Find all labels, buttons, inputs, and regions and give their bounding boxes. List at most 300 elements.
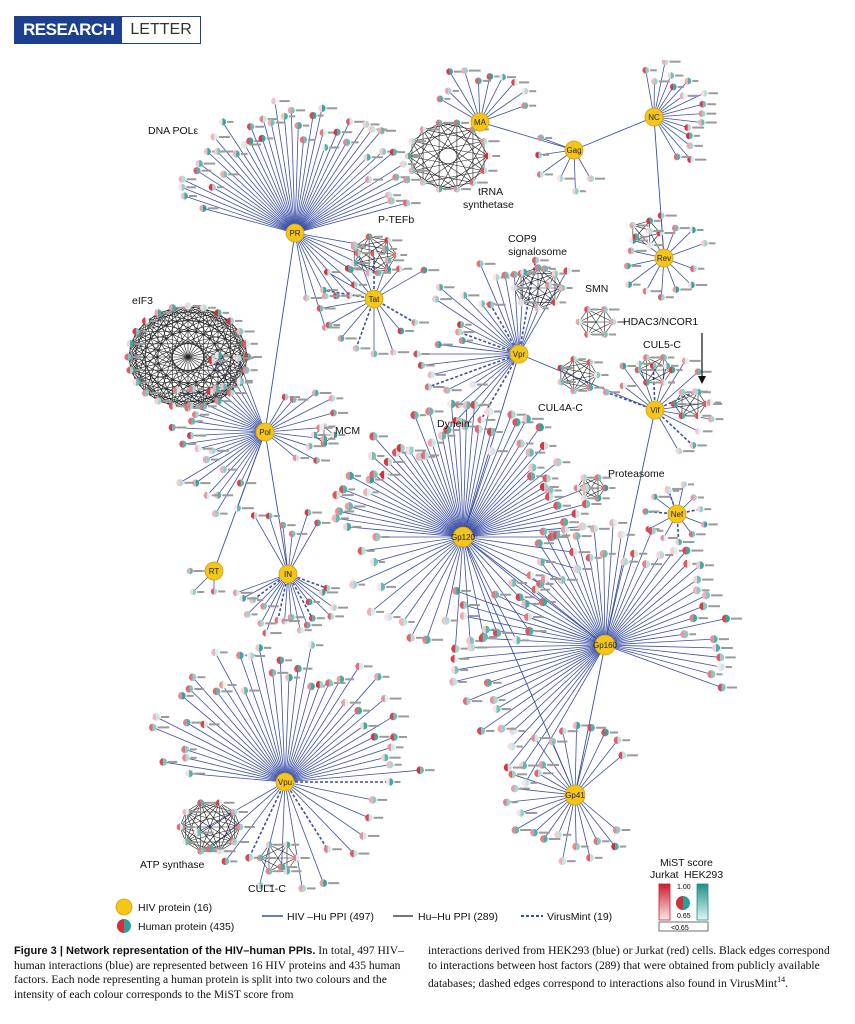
hiv-node-label: Pol — [259, 428, 271, 437]
jurkat-half — [334, 129, 338, 136]
gene-label-mark — [324, 308, 335, 310]
hek293-half — [674, 547, 678, 555]
gene-label-mark — [681, 156, 691, 158]
caption-reference: 14 — [777, 975, 786, 984]
gene-label-mark — [552, 477, 559, 479]
hiv-human-edge — [285, 765, 390, 782]
jurkat-half — [701, 90, 704, 97]
human-protein-node — [371, 733, 390, 741]
jurkat-half — [219, 681, 223, 689]
jurkat-half — [266, 513, 269, 520]
jurkat-half — [485, 407, 489, 415]
gene-label-mark — [383, 676, 390, 678]
hek293-half — [283, 522, 286, 529]
gene-label-mark — [675, 75, 683, 77]
jurkat-half — [392, 174, 396, 181]
human-protein-node — [384, 613, 400, 621]
hek293-half — [497, 705, 501, 713]
gene-label-mark — [621, 829, 630, 831]
human-protein-node — [490, 696, 506, 704]
jurkat-half — [504, 764, 508, 772]
jurkat-half — [451, 666, 455, 674]
jurkat-half — [701, 521, 704, 527]
gene-label-mark — [204, 163, 215, 165]
hek293-half — [488, 679, 492, 687]
jurkat-half — [716, 653, 720, 661]
human-protein-node — [247, 652, 265, 660]
hek293-half — [298, 665, 302, 673]
jurkat-half — [281, 113, 285, 120]
human-protein-node — [457, 321, 472, 328]
hek293-half — [633, 222, 636, 229]
jurkat-half — [259, 115, 263, 122]
hek293-half — [521, 439, 525, 447]
gene-label-mark — [239, 811, 248, 813]
hek293-half — [261, 620, 264, 627]
jurkat-half — [534, 769, 538, 777]
human-protein-node — [231, 809, 248, 816]
hiv-human-edge — [180, 432, 265, 483]
jurkat-half — [517, 809, 521, 817]
hiv-node-rt — [205, 562, 223, 580]
human-protein-node — [269, 669, 289, 677]
human-protein-node — [387, 744, 403, 752]
gene-label-mark — [636, 250, 647, 252]
hek293-half — [163, 758, 167, 766]
jurkat-half — [457, 321, 461, 328]
human-protein-node — [722, 615, 742, 623]
jurkat-half — [601, 306, 604, 313]
jurkat-half — [436, 284, 440, 291]
hek293-half — [313, 112, 317, 119]
hiv-human-edge — [153, 727, 285, 782]
human-protein-node — [306, 599, 320, 606]
gene-label-mark — [650, 290, 661, 292]
human-protein-node — [485, 407, 502, 415]
jurkat-half — [367, 608, 371, 616]
human-protein-node — [590, 525, 610, 533]
human-protein-node — [572, 843, 588, 851]
hiv-human-edge — [605, 531, 652, 645]
hek293-half — [197, 167, 201, 174]
hek293-half — [562, 576, 566, 584]
jurkat-half — [619, 363, 622, 370]
hiv-human-edge — [535, 590, 605, 645]
human-protein-node — [690, 265, 704, 272]
gene-label-mark — [477, 384, 488, 386]
hek293-half — [315, 390, 318, 397]
gene-label-mark — [412, 155, 421, 157]
jurkat-half — [294, 665, 298, 673]
hek293-half — [714, 635, 718, 643]
hiv-human-edge — [295, 233, 349, 295]
human-protein-node — [432, 296, 452, 303]
human-protein-node — [545, 493, 564, 501]
hek293-half — [541, 558, 545, 566]
gene-label-mark — [390, 248, 397, 250]
hek293-half — [312, 615, 315, 622]
gene-label-mark — [697, 229, 704, 231]
jurkat-half — [179, 441, 183, 448]
human-protein-node — [552, 299, 567, 306]
human-protein-node — [512, 826, 532, 834]
jurkat-half — [446, 68, 449, 75]
hek293-half — [212, 447, 216, 454]
hek293-half — [515, 79, 518, 86]
gene-label-mark — [350, 702, 361, 704]
gene-label-mark — [444, 286, 454, 288]
hek293-half — [369, 233, 372, 240]
human-protein-node — [277, 657, 293, 665]
hiv-node-label: Gp160 — [592, 641, 618, 650]
jurkat-half — [581, 474, 584, 481]
gene-label-mark — [296, 616, 306, 618]
human-protein-node — [600, 550, 616, 558]
gene-label-mark — [468, 294, 479, 296]
jurkat-half — [354, 250, 357, 257]
hek293-half — [353, 580, 357, 588]
hek293-half — [366, 121, 370, 128]
gene-label-mark — [332, 848, 341, 850]
human-protein-node — [660, 354, 674, 361]
hiv-node-layer — [205, 108, 686, 805]
gene-label-mark — [351, 141, 359, 143]
human-protein-node — [367, 608, 384, 616]
hiv-node-label: PR — [289, 229, 301, 238]
gene-label-mark — [239, 841, 249, 843]
network-diagram — [0, 60, 855, 940]
hek293-half — [480, 260, 484, 267]
hek293-half — [349, 502, 353, 510]
hiv-human-edge — [463, 444, 521, 537]
hek293-half — [219, 352, 223, 359]
hek293-half — [266, 630, 269, 637]
human-protein-node — [418, 362, 435, 369]
human-protein-node — [625, 281, 640, 288]
human-protein-node — [410, 411, 426, 419]
hek293-half — [692, 227, 695, 234]
human-protein-node — [318, 105, 337, 112]
gene-label-mark — [220, 513, 227, 515]
human-protein-node — [511, 285, 527, 292]
human-protein-node — [573, 565, 592, 573]
gene-label-mark — [493, 682, 502, 684]
jurkat-half — [216, 799, 219, 806]
jurkat-half — [306, 599, 309, 606]
hek293-half — [439, 120, 442, 127]
human-protein-node — [535, 152, 549, 159]
jurkat-half — [507, 411, 511, 419]
gene-label-mark — [711, 594, 723, 596]
hek293-half — [236, 150, 240, 157]
hek293-half — [347, 523, 351, 531]
gene-label-mark — [580, 190, 586, 192]
hiv-human-edge — [295, 233, 306, 298]
hiv-human-edge — [374, 537, 463, 562]
hiv-human-edge — [381, 537, 463, 587]
gene-label-mark — [626, 534, 634, 536]
jurkat-half — [320, 129, 324, 136]
caption-text-1: In total, 497 HIV–human interactions (blue) are represented between 16 HIV proteins and 435 human factors. Each node representing a human protein is split into two colours and the intensity of each colour corresponds to the MiST score from — [14, 944, 404, 1001]
human-protein-node — [611, 843, 626, 851]
jurkat-half — [177, 824, 180, 831]
hek293-half — [438, 341, 442, 348]
hek293-half — [309, 443, 312, 450]
gene-label-mark — [676, 369, 682, 371]
gene-label-mark — [545, 426, 551, 428]
hek293-half — [604, 550, 608, 558]
hek293-half — [698, 412, 701, 419]
hek293-half — [525, 600, 529, 608]
hek293-half — [304, 136, 308, 143]
jurkat-half — [309, 112, 313, 119]
gene-label-mark — [208, 405, 217, 407]
jurkat-half — [346, 472, 350, 480]
human-protein-node — [613, 826, 630, 834]
gene-label-mark — [191, 757, 197, 759]
hek293-half — [647, 354, 650, 361]
gene-label-mark — [694, 145, 702, 147]
gene-label-mark — [259, 515, 267, 517]
jurkat-half — [660, 354, 663, 361]
hiv-human-edge — [193, 677, 285, 782]
hek293-half — [393, 349, 396, 356]
jurkat-half — [322, 293, 325, 300]
hiv-human-edge — [245, 145, 295, 233]
human-protein-node — [586, 554, 602, 562]
gene-label-mark — [529, 90, 536, 92]
jurkat-half — [324, 269, 327, 276]
gene-label-mark — [727, 687, 737, 689]
hek293-half — [664, 354, 667, 361]
jurkat-half — [595, 474, 598, 481]
jurkat-half — [535, 539, 539, 547]
gene-label-mark — [255, 126, 264, 128]
gene-label-mark — [672, 488, 682, 490]
gene-label-mark — [703, 371, 712, 373]
hek293-half — [318, 519, 321, 526]
human-protein-node — [584, 331, 604, 338]
human-protein-node — [469, 381, 488, 388]
gene-label-mark — [223, 312, 229, 314]
gene-label-mark — [341, 517, 349, 519]
label-hdac3: HDAC3/NCOR1 — [623, 316, 699, 328]
hek293-half — [300, 627, 303, 634]
hek293-half — [531, 472, 535, 480]
gene-label-mark — [696, 284, 707, 286]
jurkat-half — [561, 526, 565, 534]
gene-label-mark — [543, 154, 549, 156]
human-protein-node — [396, 265, 412, 272]
human-protein-node — [559, 285, 573, 292]
jurkat-half — [554, 831, 558, 839]
gene-label-mark — [336, 397, 343, 399]
jurkat-half — [386, 761, 390, 769]
hek293-half — [515, 785, 519, 793]
jurkat-half — [531, 586, 535, 594]
label-signalosome: signalosome — [508, 246, 567, 258]
human-protein-node — [365, 814, 383, 822]
jurkat-half — [393, 252, 396, 259]
jurkat-half — [420, 126, 423, 133]
gene-label-mark — [135, 343, 146, 345]
gene-label-mark — [707, 103, 716, 105]
human-protein-node — [587, 175, 605, 182]
gene-label-mark — [651, 563, 662, 565]
gene-label-mark — [678, 86, 684, 88]
human-protein-node — [390, 349, 409, 356]
jurkat-half — [295, 122, 299, 129]
gene-label-mark — [197, 676, 205, 678]
jurkat-half — [602, 485, 605, 492]
gene-label-mark — [704, 508, 711, 510]
gene-label-mark — [405, 330, 414, 332]
human-protein-node — [353, 345, 371, 352]
jurkat-half — [257, 620, 260, 627]
human-protein-node — [303, 295, 322, 302]
hek293-half — [284, 113, 288, 120]
hek293-half — [264, 603, 267, 610]
jurkat-half — [271, 98, 275, 105]
gene-label-mark — [257, 599, 263, 601]
gene-label-mark — [245, 331, 255, 333]
jurkat-half — [192, 411, 196, 418]
gene-label-mark — [254, 857, 261, 859]
gene-label-mark — [525, 812, 537, 814]
hek293-half — [403, 618, 407, 626]
mist-node-teal — [683, 896, 690, 910]
gene-label-mark — [461, 122, 469, 124]
human-protein-node — [244, 353, 262, 360]
hiv-node-label: RT — [208, 567, 220, 576]
human-protein-node — [321, 423, 336, 430]
gene-label-mark — [582, 535, 592, 537]
jurkat-half — [188, 418, 192, 425]
hek293-half — [439, 186, 442, 193]
gene-label-mark — [245, 380, 253, 382]
hek293-half — [374, 558, 378, 566]
hek293-half — [436, 296, 440, 303]
gene-label-mark — [314, 445, 326, 447]
jurkat-half — [369, 796, 373, 804]
hek293-half — [547, 474, 551, 482]
hek293-half — [359, 663, 363, 671]
human-protein-node — [460, 292, 479, 299]
jurkat-half — [689, 442, 692, 449]
hek293-half — [711, 670, 715, 678]
gene-label-mark — [691, 550, 703, 552]
gene-label-mark — [194, 688, 204, 690]
hiv-human-edge — [508, 645, 605, 768]
gene-label-mark — [187, 695, 194, 697]
gene-label-mark — [673, 490, 679, 492]
jurkat-half — [397, 328, 400, 335]
hek293-half — [555, 270, 558, 277]
hek293-half — [697, 576, 701, 584]
hek293-half — [296, 855, 299, 862]
gene-label-mark — [492, 155, 500, 157]
hek293-half — [354, 850, 358, 858]
jurkat-half — [215, 352, 219, 359]
jurkat-half — [717, 663, 721, 671]
hek293-half — [263, 115, 267, 122]
gene-label-mark — [383, 272, 391, 274]
human-protein-node — [698, 119, 717, 126]
jurkat-half — [484, 679, 488, 687]
jurkat-half — [343, 523, 347, 531]
hek293-half — [431, 371, 435, 378]
hek293-half — [399, 265, 402, 272]
jurkat-half — [385, 192, 389, 199]
human-protein-node — [686, 132, 700, 139]
jurkat-half — [467, 643, 471, 651]
jurkat-half — [670, 84, 673, 91]
jurkat-half — [241, 141, 245, 148]
jurkat-half — [241, 687, 245, 695]
gene-label-mark — [581, 513, 589, 515]
gene-label-mark — [320, 392, 332, 394]
jurkat-half — [535, 152, 538, 159]
jurkat-half — [278, 863, 282, 871]
hek293-half — [561, 365, 564, 372]
hiv-human-edge — [605, 554, 634, 645]
hek293-half — [482, 300, 486, 307]
hek293-half — [512, 411, 516, 419]
gene-label-mark — [666, 215, 677, 217]
gene-label-mark — [488, 170, 497, 172]
hiv-human-edge — [388, 537, 463, 617]
jurkat-half — [722, 615, 726, 623]
human-protein-node — [216, 799, 235, 806]
hek293-half — [489, 407, 493, 415]
legend-virusmint: VirusMint (19) — [547, 911, 613, 923]
hek293-half — [664, 379, 667, 386]
hiv-human-edge — [285, 782, 354, 854]
jurkat-half — [611, 843, 615, 851]
caption-end: . — [785, 976, 788, 990]
jurkat-half — [428, 438, 432, 446]
jurkat-half — [332, 514, 336, 522]
label-cul5: CUL5-C — [643, 339, 681, 351]
human-protein-node — [463, 697, 482, 705]
jurkat-half — [540, 528, 544, 536]
hek293-half — [590, 854, 594, 862]
human-protein-node — [676, 539, 695, 545]
hek293-half — [562, 857, 566, 865]
gene-label-mark — [563, 505, 571, 507]
hek293-half — [296, 455, 299, 462]
jurkat-half — [387, 744, 391, 752]
hek293-half — [391, 744, 395, 752]
hek293-half — [491, 301, 495, 308]
human-protein-node — [279, 522, 295, 529]
hek293-half — [495, 591, 499, 599]
gene-label-mark — [386, 130, 396, 132]
human-protein-node — [688, 282, 707, 289]
human-protein-node — [370, 558, 385, 566]
jurkat-half — [366, 233, 369, 240]
gene-label-mark — [517, 746, 523, 748]
hek293-half — [560, 175, 563, 182]
gene-label-mark — [432, 639, 443, 641]
hiv-human-edge — [295, 148, 325, 233]
hiv-node-gag — [565, 141, 583, 159]
gene-label-mark — [208, 207, 219, 209]
hek293-half — [216, 510, 220, 517]
gene-label-mark — [317, 617, 325, 619]
hiv-node-label: Vpr — [512, 350, 526, 359]
jurkat-half — [179, 176, 183, 183]
